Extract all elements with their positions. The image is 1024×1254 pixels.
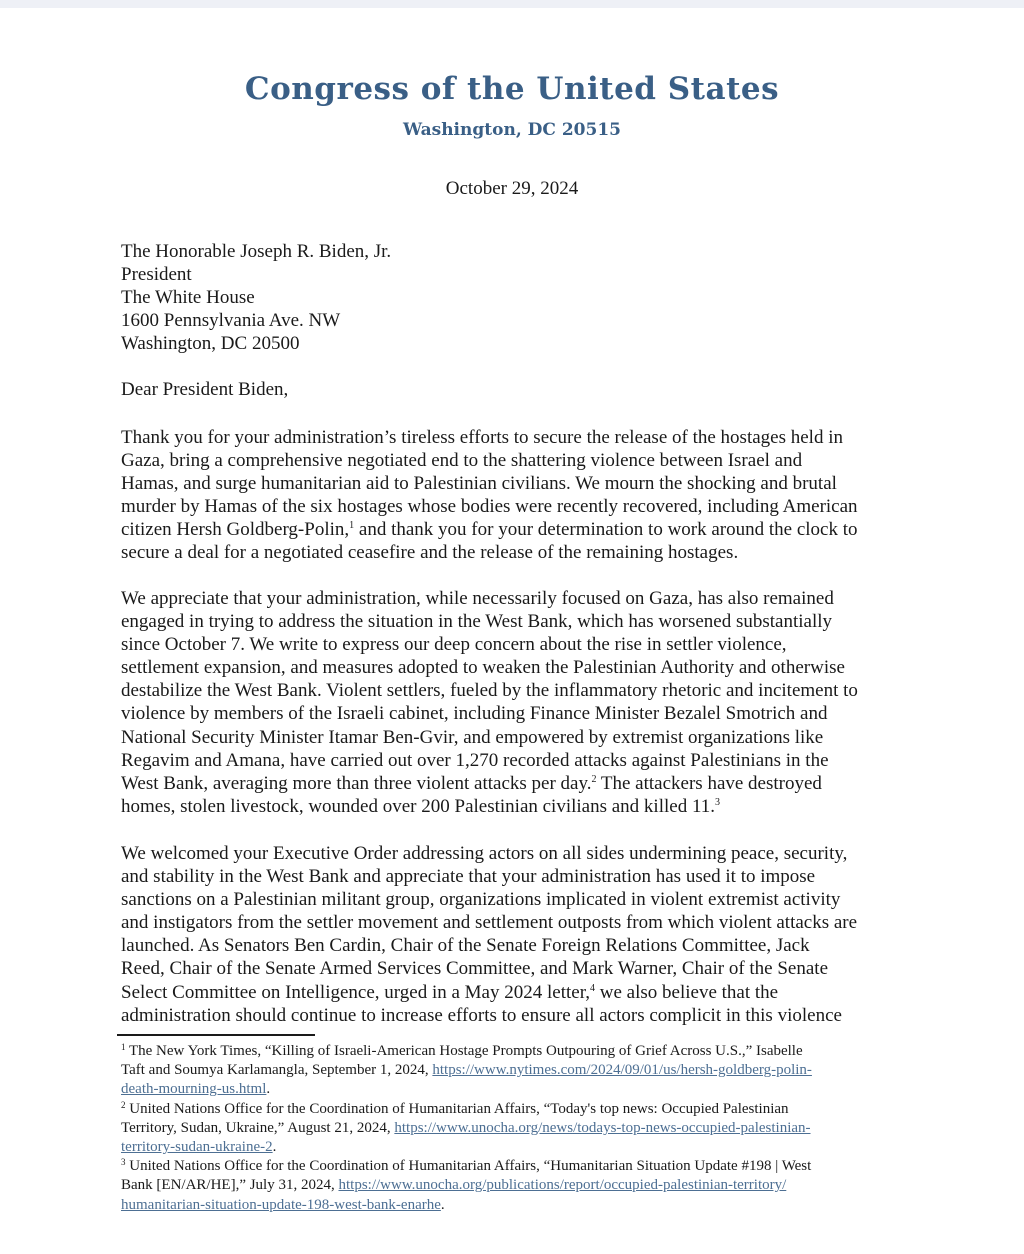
footnote-number: 1 — [121, 1042, 126, 1052]
paragraph-2 — [121, 587, 911, 818]
paragraph-line: secure a deal for a negotiated ceasefire and the release of the remaining hostages. — [121, 542, 739, 564]
paragraph-line: settlement expansion, and measures adopted to weaken the Palestinian Authority and otherwise — [121, 657, 845, 679]
paragraph-line: sanctions on a Palestinian militant group, organizations implicated in violent extremist activity — [121, 889, 841, 911]
text-segment: citizen Hersh Goldberg-Polin, — [121, 519, 350, 541]
footnote-3 — [121, 1157, 911, 1215]
text-segment: homes, stolen livestock, wounded over 200 Palestinian civilians and killed 11. — [121, 795, 716, 817]
paragraph-line: since October 7. We write to express our deep concern about the rise in settler violence, — [121, 634, 787, 656]
footnote-reference: 4 — [590, 982, 596, 994]
footnote-link[interactable]: https://www.unocha.org/news/todays-top-news-occupied-palestinian- — [394, 1119, 811, 1136]
footnote-divider — [117, 1034, 315, 1036]
footnote-line — [121, 1176, 911, 1195]
letterhead — [0, 62, 1024, 144]
paragraph-line: launched. As Senators Ben Cardin, Chair of the Senate Foreign Relations Committee, Jack — [121, 935, 810, 957]
footnote-line — [121, 1138, 911, 1157]
footnote-reference: 1 — [349, 520, 355, 532]
footnote-link[interactable]: humanitarian-situation-update-198-west-bank-enarhe — [121, 1196, 441, 1213]
paragraph-line: Thank you for your administration’s tireless efforts to secure the release of the hostages held in — [121, 427, 843, 448]
letterhead-organization: Congress of the United States — [244, 71, 780, 107]
paragraph-line: Hamas, and surge humanitarian aid to Palestinian civilians. We mourn the shocking and brutal — [121, 473, 837, 495]
text-segment: The attackers have destroyed — [596, 772, 822, 794]
paragraph-line: engaged in trying to address the situation in the West Bank, which has worsened substantially — [121, 611, 833, 633]
footnote-text: United Nations Office for the Coordination of Humanitarian Affairs, “Today's top news: Occupied Palestinian — [129, 1100, 789, 1117]
footnote-line — [121, 1100, 911, 1119]
letter-date: October 29, 2024 — [445, 178, 579, 199]
address-line: The Honorable Joseph R. Biden, Jr. — [121, 241, 392, 262]
paragraph-line: destabilize the West Bank. Violent settlers, fueled by the inflammatory rhetoric and incitement to — [121, 680, 858, 702]
paragraph-line — [121, 981, 911, 1004]
footnote-reference: 3 — [715, 796, 721, 808]
paragraph-line: National Security Minister Itamar Ben-Gvir, and empowered by extremist organizations like — [121, 726, 824, 748]
text-segment: and thank you for your determination to work around the clock to — [354, 519, 858, 541]
footnote-link[interactable]: death-mourning-us.html — [121, 1081, 267, 1098]
footnote-text: United Nations Office for the Coordination of Humanitarian Affairs, “Humanitarian Situation Update #198 | West — [129, 1158, 812, 1175]
paragraph-line — [121, 518, 911, 541]
text-segment: we also believe that the — [595, 981, 779, 1003]
footnote-end: . — [272, 1139, 277, 1156]
salutation: Dear President Biden, — [121, 379, 289, 400]
footnote-end: . — [266, 1081, 271, 1098]
footnote-text: Taft and Soumya Karlamangla, September 1, 2024, — [121, 1062, 433, 1079]
footnote-link[interactable]: https://www.nytimes.com/2024/09/01/us/hersh-goldberg-polin- — [432, 1062, 812, 1079]
address-line: 1600 Pennsylvania Ave. NW — [121, 310, 341, 332]
footnote-text: Territory, Sudan, Ukraine,” August 21, 2024, — [121, 1119, 395, 1136]
paragraph-line: We welcomed your Executive Order addressing actors on all sides undermining peace, security, — [121, 843, 848, 864]
footnote-line — [121, 1042, 911, 1061]
paragraph-line: murder by Hamas of the six hostages whose bodies were recently recovered, including American — [121, 496, 858, 518]
paragraph-line: We appreciate that your administration, while necessarily focused on Gaza, has also remained — [121, 588, 834, 609]
paragraph-line — [121, 772, 911, 795]
paragraph-3 — [121, 842, 911, 1027]
footnote-number: 3 — [121, 1157, 126, 1168]
footnote-line — [121, 1061, 911, 1080]
recipient-address — [121, 240, 911, 355]
footnote-number: 2 — [121, 1099, 126, 1110]
address-line: The White House — [121, 287, 255, 309]
paragraph-line: Gaza, bring a comprehensive negotiated end to the shattering violence between Israel and — [121, 450, 803, 472]
footnote-text: The New York Times, “Killing of Israeli-American Hostage Prompts Outpouring of Grief Across U.S.,” Isabelle — [128, 1043, 803, 1059]
paragraph-line — [121, 795, 911, 818]
footnote-line — [121, 1080, 911, 1099]
paragraph-1 — [121, 426, 911, 565]
letterhead-city: Washington, DC 20515 — [403, 120, 621, 140]
footnote-link[interactable]: territory-sudan-ukraine-2 — [121, 1139, 273, 1156]
footnote-line — [121, 1157, 911, 1176]
footnote-line — [121, 1119, 911, 1138]
footnote-end: . — [440, 1196, 445, 1213]
footnote-text: Bank [EN/AR/HE],” July 31, 2024, — [121, 1177, 339, 1194]
page-top-edge — [0, 0, 1024, 8]
address-line: President — [121, 264, 192, 286]
paragraph-line: administration should continue to increase efforts to ensure all actors complicit in this violence — [121, 1004, 842, 1026]
paragraph-line: violence by members of the Israeli cabinet, including Finance Minister Bezalel Smotrich and — [121, 703, 828, 725]
footnote-reference: 2 — [591, 773, 597, 785]
paragraph-line: and stability in the West Bank and appreciate that your administration has used it to impose — [121, 866, 816, 888]
text-segment: West Bank, averaging more than three violent attacks per day. — [121, 772, 592, 794]
address-line: Washington, DC 20500 — [121, 333, 300, 355]
footnotes — [121, 1042, 911, 1215]
footnote-link[interactable]: https://www.unocha.org/publications/report/occupied-palestinian-territory/ — [338, 1177, 787, 1194]
paragraph-line: and instigators from the settler movement and settlement outposts from which violent attacks are — [121, 912, 858, 934]
footnote-1 — [121, 1042, 911, 1100]
footnote-2 — [121, 1100, 911, 1158]
paragraph-line: Regavim and Amana, have carried out over 1,270 recorded attacks against Palestinians in the — [121, 749, 829, 771]
text-segment: Select Committee on Intelligence, urged in a May 2024 letter, — [121, 981, 591, 1003]
paragraph-line: Reed, Chair of the Senate Armed Services Committee, and Mark Warner, Chair of the Senate — [121, 958, 829, 980]
footnote-line — [121, 1196, 911, 1215]
